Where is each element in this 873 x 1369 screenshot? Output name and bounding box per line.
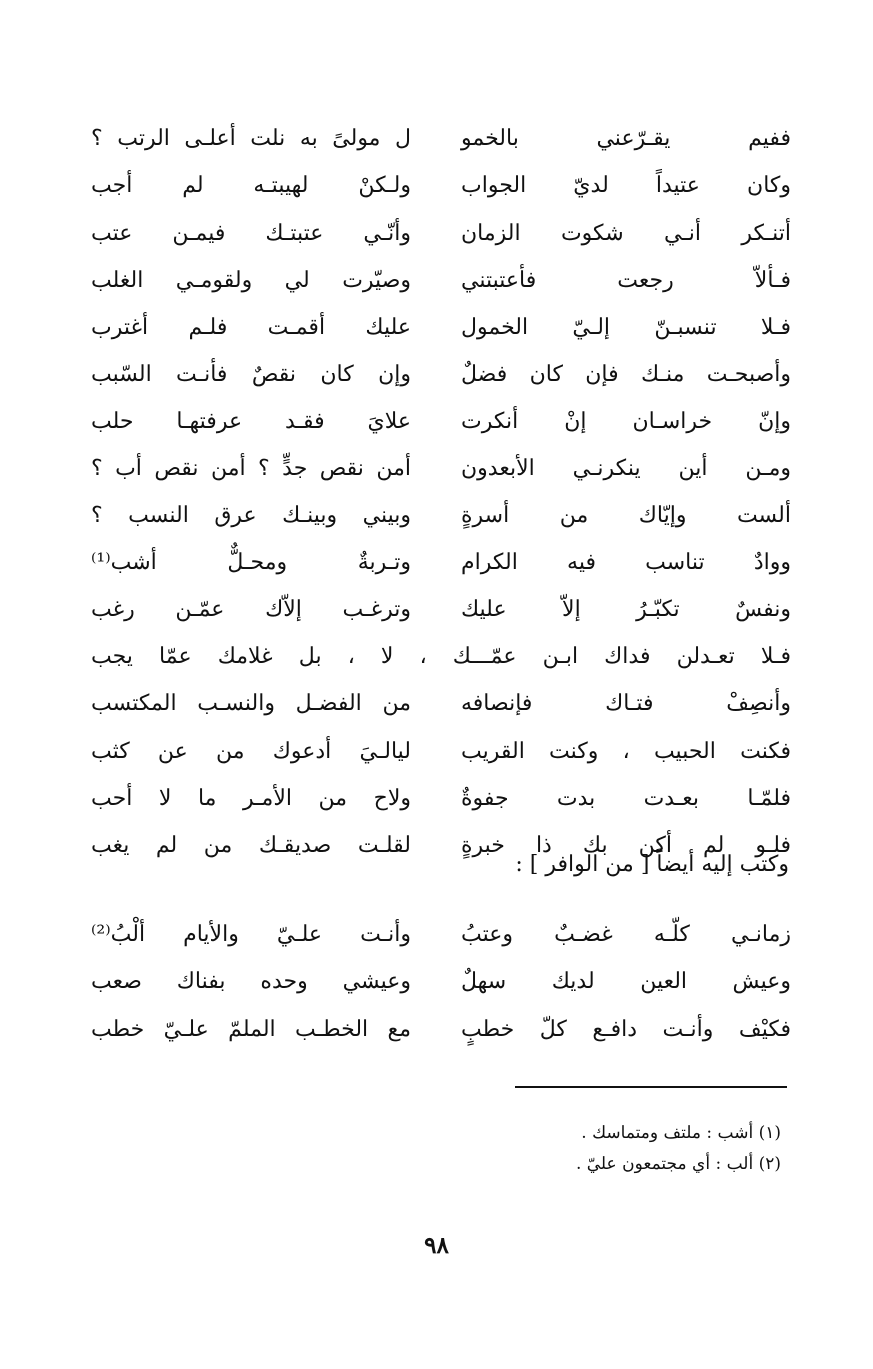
verse-second-hemistich: ولاح من الأمـر ما لا أحب xyxy=(91,785,411,811)
verse-first-hemistich: فلمّـا بعـدت بدت جفوةٌ xyxy=(461,785,791,811)
poem-introduction: وكتب إليه أيضاً [ من الوافر ] : xyxy=(515,852,789,877)
verse-second-hemistich: ولـكنْ لهيبتـه لم أجب xyxy=(91,173,411,199)
poem-verse xyxy=(91,1006,791,1053)
verse-first-hemistich: زمانـي كلّـه غضـبٌ وعتبُ xyxy=(461,922,791,948)
verse-second-hemistich: أمن نقص جدٍّ ؟ أمن نقص أب ؟ xyxy=(91,456,411,481)
poem-first xyxy=(91,116,791,870)
poem-verse xyxy=(91,912,791,959)
verse-second-hemistich: من الفضـل والنسـب المكتسب xyxy=(91,691,411,717)
verse-first-hemistich: وأنصِفْ فتـاك فإنصافه xyxy=(461,691,791,717)
poem-verse xyxy=(91,493,791,540)
verse-second-hemistich: ليالـيَ أدعوك من عن كثب xyxy=(91,738,411,764)
poem-verse xyxy=(91,728,791,775)
poem-verse xyxy=(91,446,791,493)
poem-second xyxy=(91,912,791,1053)
poem-verse xyxy=(91,163,791,210)
poem-verse xyxy=(91,775,791,822)
verse-second-hemistich: لقلـت صديقـك من لم يغب xyxy=(91,832,411,858)
verse-first-hemistich: وعيش العين لديك سهلٌ xyxy=(461,969,791,995)
verse-second-hemistich: وتـربةٌ ومحـلٌّ أشب⁽¹⁾ xyxy=(91,550,411,576)
verse-first-hemistich: ونفسٌ تكبّـرُ إلاّ عليك xyxy=(461,597,791,623)
verse-first-hemistich: فلـو لم أكن بك ذا خبرةٍ xyxy=(461,832,791,858)
verse-first-hemistich: أتنـكر أنـي شكوت الزمان xyxy=(461,220,791,246)
verse-second-hemistich: وعيشي وحده بفناك صعب xyxy=(91,969,411,995)
verse-second-hemistich: ل مولىً به نلت أعلـى الرتب ؟ xyxy=(91,126,411,152)
poem-verse xyxy=(91,399,791,446)
verse-first-hemistich: فكنت الحبيب ، وكنت القريب xyxy=(461,738,791,764)
verse-second-hemistich: وأنـت علـيّ والأيام ألْبُ⁽²⁾ xyxy=(91,922,411,948)
verse-first-hemistich: فـلا تنسبـنّ إلـيّ الخمول xyxy=(461,314,791,340)
verse-second-hemistich: وترغـب إلاّك عمّـن رغب xyxy=(91,597,411,623)
verse-second-hemistich: وإن كان نقصٌ فأنـت السّبب xyxy=(91,361,411,387)
verse-second-hemistich: مع الخطـب الملمّ علـيّ خطب xyxy=(91,1016,411,1042)
poem-verse xyxy=(91,959,791,1006)
poem-verse xyxy=(91,116,791,163)
page-number: ٩٨ xyxy=(424,1232,449,1259)
verse-first-hemistich: ففيم يقـرّعني بالخمو xyxy=(461,126,791,152)
verse-first-hemistich: وإنّ خراسـان إنْ أنكرت xyxy=(461,408,791,434)
footnote: (١) أشب : ملتف ومتماسك . xyxy=(581,1123,781,1143)
footnote-separator xyxy=(515,1086,787,1088)
verse-first-hemistich: ووادٌ تناسب فيه الكرام xyxy=(461,550,791,576)
poem-verse xyxy=(91,634,791,681)
verse-first-hemistich: فكيْف وأنـت دافـع كلّ خطبٍ xyxy=(461,1016,791,1042)
verse-second-hemistich: وبيني وبينـك عرق النسب ؟ xyxy=(91,503,411,529)
footnotes xyxy=(281,1118,781,1181)
verse-second-hemistich: وأنّـي عتبتـك فيمـن عتب xyxy=(91,220,411,246)
poem-verse xyxy=(91,587,791,634)
poem-verse xyxy=(91,351,791,398)
poem-verse xyxy=(91,210,791,257)
verse-second-hemistich: علايَ فقـد عرفتهـا حلب xyxy=(91,408,411,434)
footnote: (٢) ألب : أي مجتمعون عليّ . xyxy=(575,1154,781,1175)
verse-first-hemistich: ألست وإيّاك من أسرةٍ xyxy=(461,503,791,529)
poem-verse xyxy=(91,257,791,304)
verse-second-hemistich: وصيّرت لي ولقومـي الغلب xyxy=(91,267,411,293)
verse-joined-line: فـلا تعـدلن فداك ابـن عمّـــك ، لا ، بل غلامك عمّا يجب xyxy=(91,644,791,670)
verse-first-hemistich: فـألاّ رجعت فأعتبتني xyxy=(461,267,791,293)
verse-first-hemistich: وكان عتيداً لديّ الجواب xyxy=(461,173,791,199)
verse-second-hemistich: عليك أقمـت فلـم أغترب xyxy=(91,314,411,340)
poem-verse xyxy=(91,304,791,351)
poem-verse xyxy=(91,681,791,728)
verse-first-hemistich: وأصبحـت منـك فإن كان فضلٌ xyxy=(461,361,791,387)
poem-verse xyxy=(91,540,791,587)
verse-first-hemistich: ومـن أين ينكرنـي الأبعدون xyxy=(461,456,791,481)
